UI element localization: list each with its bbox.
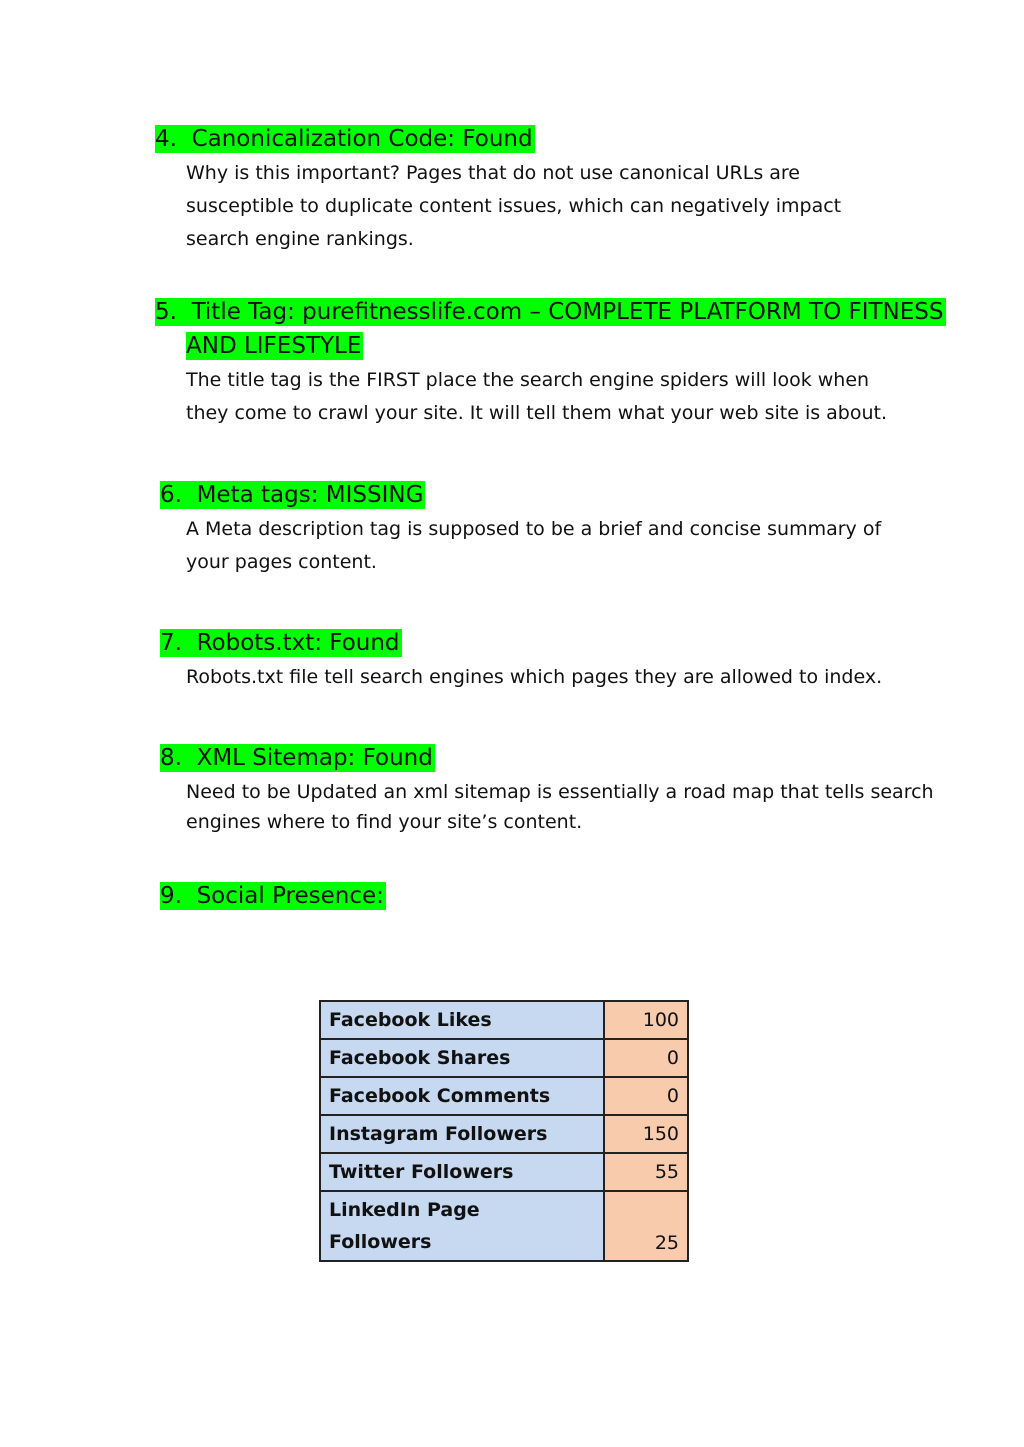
metric-label: Facebook Comments: [320, 1077, 604, 1115]
section-5-body: [186, 364, 887, 430]
metric-label: [320, 1191, 604, 1261]
metric-label: Instagram Followers: [320, 1115, 604, 1153]
section-5-heading-cont: [186, 331, 363, 361]
section-title: Title Tag: purefitnesslife.com – COMPLETE PLATFORM TO FITNESS: [191, 299, 944, 325]
body-line: susceptible to duplicate content issues, which can negatively impact: [186, 195, 842, 217]
metric-label: Facebook Likes: [320, 1001, 604, 1039]
body-line: engines where to find your site’s content.: [186, 811, 583, 833]
section-number: 5.: [155, 299, 177, 325]
body-line: The title tag is the FIRST place the search engine spiders will look when: [186, 369, 870, 391]
section-4-heading: [155, 124, 535, 154]
section-title: Social Presence:: [196, 883, 384, 909]
table-row: [320, 1001, 688, 1039]
metric-value: 0: [604, 1039, 688, 1077]
section-7-body: [186, 661, 882, 694]
table-row: [320, 1191, 688, 1261]
metric-value: 0: [604, 1077, 688, 1115]
section-title: AND LIFESTYLE: [186, 333, 362, 359]
section-number: 4.: [155, 126, 177, 152]
body-line: Need to be Updated an xml sitemap is essentially a road map that tells search: [186, 781, 934, 803]
body-line: search engine rankings.: [186, 228, 414, 250]
social-presence-table-wrap: [319, 1000, 689, 1262]
table-row: [320, 1077, 688, 1115]
section-title: Robots.txt: Found: [196, 630, 400, 656]
metric-label-line: LinkedIn Page: [329, 1199, 480, 1221]
section-5-heading: [155, 297, 946, 327]
section-7-heading: [160, 628, 402, 658]
metric-label: Facebook Shares: [320, 1039, 604, 1077]
table-row: [320, 1039, 688, 1077]
body-line: A Meta description tag is supposed to be a brief and concise summary of: [186, 518, 882, 540]
metric-value: 25: [604, 1191, 688, 1261]
section-6-heading: [160, 480, 425, 510]
section-8-body: [186, 777, 934, 837]
body-line: they come to crawl your site. It will tell them what your web site is about.: [186, 402, 888, 424]
section-title: Canonicalization Code: Found: [191, 126, 533, 152]
metric-label: Twitter Followers: [320, 1153, 604, 1191]
body-line: Robots.txt file tell search engines which pages they are allowed to index.: [186, 666, 883, 688]
section-number: 9.: [160, 883, 182, 909]
section-6-body: [186, 513, 881, 579]
section-4-body: [186, 157, 841, 256]
table-row: [320, 1153, 688, 1191]
section-9-heading: [160, 881, 386, 911]
body-line: Why is this important? Pages that do not use canonical URLs are: [186, 162, 800, 184]
metric-value: 55: [604, 1153, 688, 1191]
section-number: 7.: [160, 630, 182, 656]
section-number: 8.: [160, 745, 182, 771]
table-row: [320, 1115, 688, 1153]
section-number: 6.: [160, 482, 182, 508]
social-presence-table: [319, 1000, 689, 1262]
body-line: your pages content.: [186, 551, 377, 573]
section-8-heading: [160, 743, 435, 773]
metric-value: 150: [604, 1115, 688, 1153]
metric-label-line: Followers: [329, 1231, 432, 1253]
metric-value: 100: [604, 1001, 688, 1039]
section-title: XML Sitemap: Found: [196, 745, 433, 771]
section-title: Meta tags: MISSING: [196, 482, 424, 508]
